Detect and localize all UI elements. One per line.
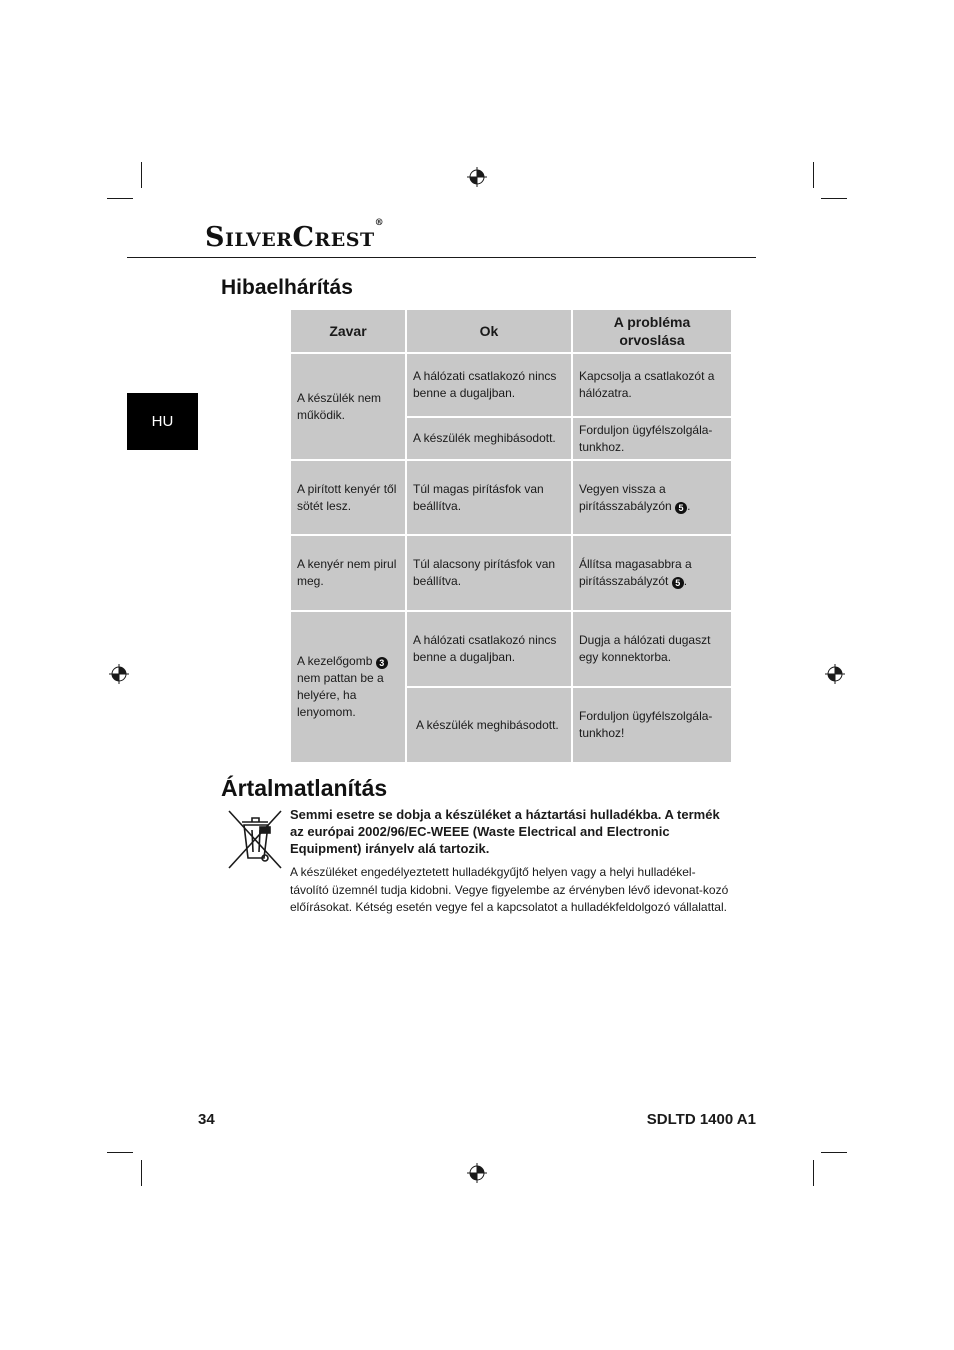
troubleshooting-title: Hibaelhárítás (221, 276, 353, 299)
table-cell-cause: A hálózati csatlakozó nincs benne a dugaljban. (407, 354, 571, 416)
crop-mark (141, 1160, 142, 1186)
brand-logo: SILVERCREST® (205, 217, 385, 253)
table-cell-fault: A készülék nem működik. (291, 354, 405, 459)
table-cell-cause: Túl magas pirításfok van beállítva. (407, 461, 571, 534)
crop-mark (813, 162, 814, 188)
crop-mark (813, 1160, 814, 1186)
reference-number-badge: 5 (675, 502, 687, 514)
language-tab-label: HU (151, 413, 174, 430)
disposal-instructions: A készüléket engedélyeztetett hulladékgyűjtő helyen vagy a helyi hulladékel-távolító üzemnél tudja kidobni. Vegye figyelembe az érvényben lévő idevonat-kozó előírásokat. Kétség esetén vegye fel a kapcsolatot a hulladékfeldolgozó vállalattal. (290, 865, 729, 914)
table-cell-fault: A pirított kenyér től sötét lesz. (291, 461, 405, 534)
disposal-warning: Semmi esetre se dobja a készüléket a háztartási hulladékba. A termék az európai 2002/96/EC-WEEE (Waste Electrical and Electronic Equipment) irányelv alá tartozik. (290, 807, 720, 856)
table-cell-fault: A kezelőgomb 3 nem pattan be a helyére, ha lenyomom. (291, 612, 405, 762)
table-cell-remedy: Állítsa magasabbra a pirításszabályzót 5 . (573, 536, 731, 610)
page-number: 34 (198, 1111, 215, 1128)
table-cell-remedy: Dugja a hálózati dugaszt egy konnektorba. (573, 612, 731, 686)
table-cell-remedy: Forduljon ügyfélszolgála-tunkhoz! (573, 688, 731, 762)
table-cell-remedy: Kapcsolja a csatlakozót a hálózatra. (573, 354, 731, 416)
registration-mark-icon (467, 1163, 487, 1183)
registration-mark-icon (109, 664, 129, 684)
table-header-remedy: A probléma orvoslása (573, 310, 731, 352)
reference-number-badge: 5 (672, 577, 684, 589)
table-cell-cause: A hálózati csatlakozó nincs benne a dugaljban. (407, 612, 571, 686)
crop-mark (821, 198, 847, 199)
crop-mark (107, 1152, 133, 1153)
language-tab (127, 393, 198, 450)
model-number: SDLTD 1400 A1 (646, 1111, 756, 1128)
troubleshooting-table (291, 310, 731, 762)
header-rule (127, 257, 756, 258)
table-cell-remedy: Vegyen vissza a pirításszabályzón 5 . (573, 461, 731, 534)
table-cell-cause: Túl alacsony pirításfok van beállítva. (407, 536, 571, 610)
crossed-out-wheelie-bin-icon (226, 808, 284, 870)
table-cell-remedy: Forduljon ügyfélszolgála-tunkhoz. (573, 418, 731, 459)
registration-mark-icon (467, 167, 487, 187)
reference-number-badge: 3 (376, 657, 388, 669)
table-header-cause: Ok (407, 310, 571, 352)
crop-mark (821, 1152, 847, 1153)
table-cell-fault: A kenyér nem pirul meg. (291, 536, 405, 610)
crop-mark (141, 162, 142, 188)
table-cell-cause: A készülék meghibásodott. (407, 418, 571, 459)
crop-mark (107, 198, 133, 199)
table-cell-cause: A készülék meghibásodott. (407, 688, 571, 762)
registration-mark-icon (825, 664, 845, 684)
disposal-title: Ártalmatlanítás (221, 775, 388, 801)
table-header-fault: Zavar (291, 310, 405, 352)
